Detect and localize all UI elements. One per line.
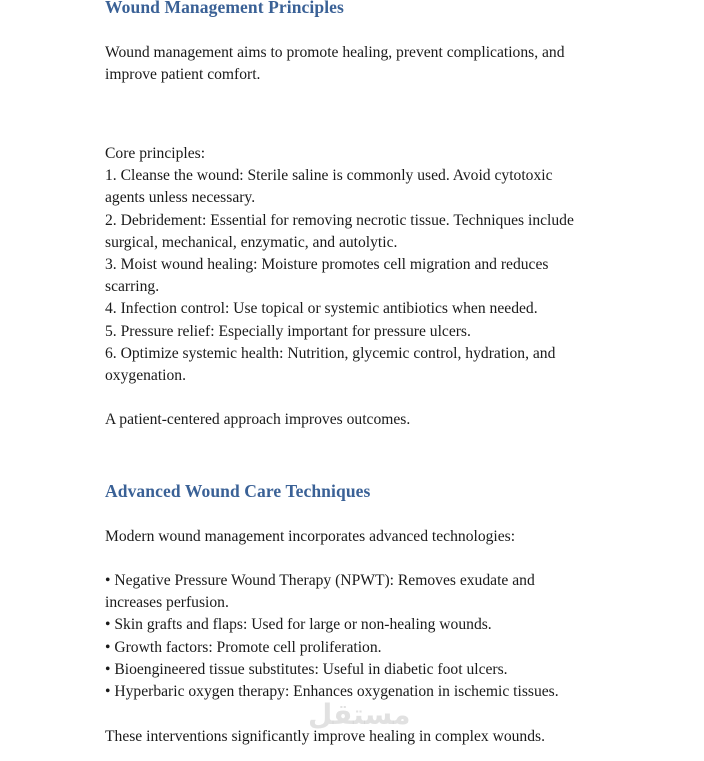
list-item-line: 3. Moist wound healing: Moisture promotes cell migration and reduces — [105, 256, 549, 274]
text-line: A patient-centered approach improves outcomes. — [105, 411, 411, 428]
list-item-line: 2. Debridement: Essential for removing necrotic tissue. Techniques include — [105, 211, 574, 229]
section-intro-paragraph — [105, 526, 625, 548]
list-item-line: 1. Cleanse the wound: Sterile saline is commonly used. Avoid cytotoxic — [105, 167, 553, 185]
list-item-line: scarring. — [105, 278, 160, 296]
section-closing-paragraph — [105, 726, 625, 748]
list-item-line: oxygenation. — [105, 367, 186, 385]
list-item-line: surgical, mechanical, enzymatic, and autolytic. — [105, 233, 398, 251]
list-item-line: • Hyperbaric oxygen therapy: Enhances oxygenation in ischemic tissues. — [105, 683, 559, 701]
section-closing-paragraph — [105, 409, 625, 431]
core-principles-list — [105, 143, 625, 387]
list-item-line: increases perfusion. — [105, 594, 229, 612]
advanced-techniques-list — [105, 570, 625, 703]
watermark-logo: مستقل — [308, 698, 411, 731]
list-item-line: agents unless necessary. — [105, 189, 256, 207]
list-item-line: • Skin grafts and flaps: Used for large or non-healing wounds. — [105, 616, 492, 634]
list-item-line: 6. Optimize systemic health: Nutrition, glycemic control, hydration, and — [105, 344, 556, 362]
list-item-line: • Negative Pressure Wound Therapy (NPWT): Removes exudate and — [105, 572, 535, 589]
section-heading-wound-management: Wound Management Principles — [105, 0, 344, 17]
list-item-line: 4. Infection control: Use topical or systemic antibiotics when needed. — [105, 300, 538, 318]
text-line: These interventions significantly improve healing in complex wounds. — [105, 728, 545, 745]
list-title: Core principles: — [105, 145, 206, 162]
section-intro-paragraph — [105, 42, 625, 86]
list-item-line: • Bioengineered tissue substitutes: Useful in diabetic foot ulcers. — [105, 660, 508, 678]
text-line: Modern wound management incorporates advanced technologies: — [105, 528, 516, 545]
text-line: improve patient comfort. — [105, 66, 261, 84]
list-item-line: • Growth factors: Promote cell proliferation. — [105, 638, 382, 656]
list-item-line: 5. Pressure relief: Especially important for pressure ulcers. — [105, 322, 471, 340]
section-heading-advanced-techniques: Advanced Wound Care Techniques — [105, 481, 371, 501]
text-line: Wound management aims to promote healing, prevent complications, and — [105, 44, 565, 61]
